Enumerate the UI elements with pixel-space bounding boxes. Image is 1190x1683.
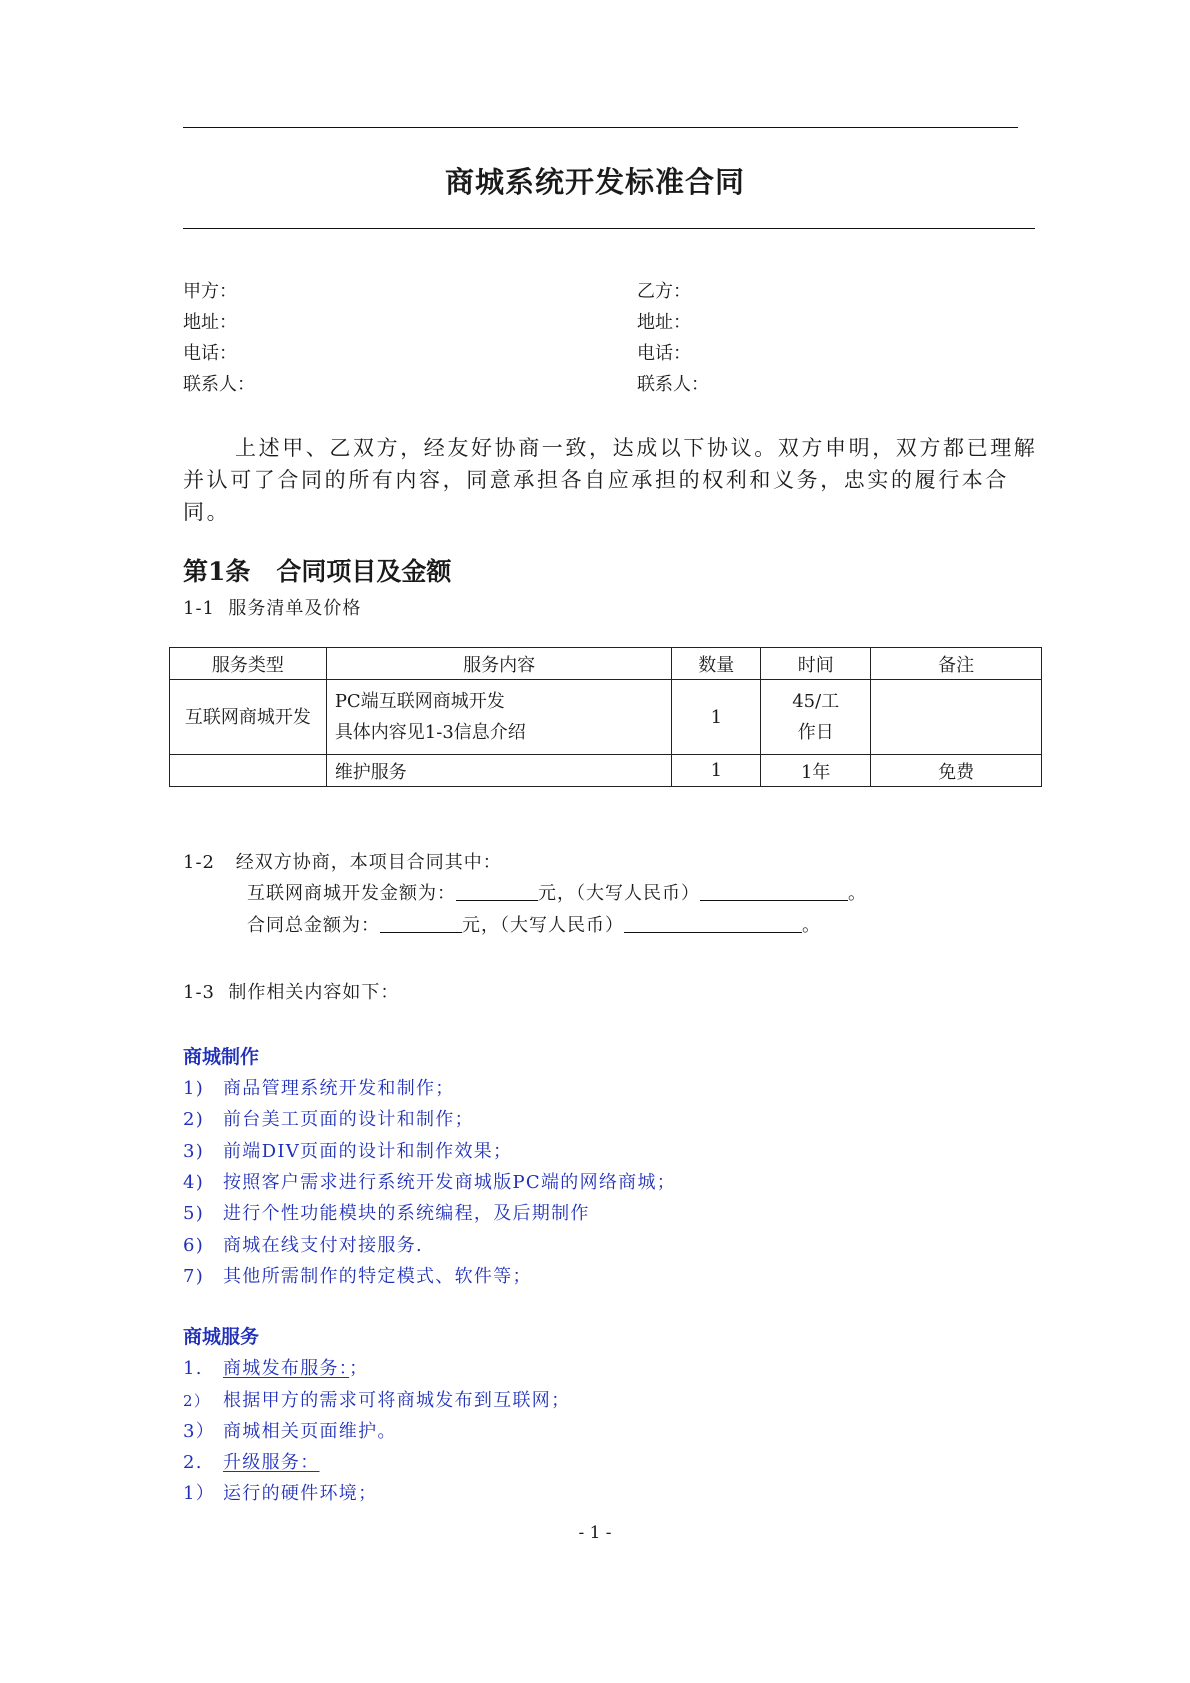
party-a-phone-label: 电话：	[183, 343, 237, 364]
list-item	[183, 1231, 423, 1257]
party-b-phone-label: 电话：	[637, 343, 691, 364]
article-1-heading	[183, 552, 451, 588]
row1-time: 45/工作日	[761, 680, 871, 755]
intro-paragraph	[183, 432, 1043, 528]
party-b-contact-label: 联系人：	[637, 374, 709, 395]
production-item-num: 2)	[183, 1109, 205, 1131]
document-title: 商城系统开发标准合同	[444, 165, 745, 199]
list-item	[183, 1262, 532, 1288]
service-item2-text: 根据甲方的需求可将商城发布到互联网；	[223, 1390, 571, 1411]
mall-dev-amount-blank[interactable]	[456, 882, 538, 901]
row2-quantity: 1	[672, 755, 761, 787]
mall-dev-amount-prefix: 互联网商城开发金额为：	[247, 883, 456, 904]
party-a-address-label: 地址：	[183, 312, 237, 333]
list-item	[183, 1354, 368, 1380]
row1-content-line2: 具体内容见1-3信息介绍	[334, 722, 526, 743]
section-1-1-label: 1-1 服务清单及价格	[183, 598, 362, 619]
row2-note: 免费	[871, 755, 1042, 787]
service-item3-num: 3）	[183, 1421, 216, 1442]
row1-service-type: 互联网商城开发	[170, 680, 327, 755]
header-note: 备注	[871, 648, 1042, 680]
mall-dev-amount-line	[247, 879, 867, 905]
table-row	[170, 755, 1042, 787]
row2-service-type	[170, 755, 327, 787]
service-item4-text: 升级服务：	[223, 1452, 320, 1473]
list-item	[183, 1199, 590, 1225]
list-item	[183, 1479, 377, 1505]
production-item-text: 其他所需制作的特定模式、软件等；	[223, 1265, 532, 1287]
row1-note	[871, 680, 1042, 755]
list-item	[183, 1074, 455, 1100]
list-item	[183, 1448, 320, 1474]
production-item-text: 进行个性功能模块的系统编程，及后期制作	[223, 1203, 590, 1225]
production-item-text: 前端DIV页面的设计和制作效果；	[223, 1140, 513, 1162]
service-price-table	[169, 647, 1042, 787]
production-item-num: 5)	[183, 1203, 205, 1225]
service-item2-num: 2）	[183, 1392, 211, 1410]
service-item5-text: 运行的硬件环境；	[223, 1483, 378, 1504]
party-b-address-label: 地址：	[637, 312, 691, 333]
list-item	[183, 1105, 474, 1131]
header-service-content: 服务内容	[326, 648, 672, 680]
service-item3-text: 商城相关页面维护。	[223, 1421, 397, 1442]
list-item	[183, 1168, 676, 1194]
header-quantity: 数量	[672, 648, 761, 680]
section-1-3-label: 1-3 制作相关内容如下：	[183, 982, 400, 1003]
intro-text: 上述甲、乙双方，经友好协商一致，达成以下协议。双方申明，双方都已理解并认可了合同的所有内容，同意承担各自应承担的权利和义务，忠实的履行本合同。	[183, 436, 1038, 524]
section-1-2-label: 1-2	[183, 852, 215, 873]
mall-dev-amount-mid: 元，（大写人民币）	[538, 883, 700, 904]
row2-service-content: 维护服务	[326, 755, 672, 787]
section-1-2-line	[183, 848, 502, 874]
production-item-text: 商城在线支付对接服务.	[223, 1234, 424, 1256]
list-item	[183, 1137, 512, 1163]
production-item-num: 1)	[183, 1078, 205, 1099]
total-amount-uppercase-blank[interactable]	[624, 914, 802, 933]
article-1-number: 第1条	[183, 557, 251, 586]
service-item1-text: 商城发布服务：	[223, 1358, 350, 1379]
total-amount-mid: 元，（大写人民币）	[462, 915, 624, 936]
service-item1-suffix: ；	[349, 1358, 369, 1379]
top-rule	[183, 127, 1018, 128]
mall-service-heading: 商城服务	[183, 1326, 260, 1348]
row1-content-line1: PC端互联网商城开发	[334, 691, 505, 712]
production-item-text: 前台美工页面的设计和制作；	[223, 1109, 474, 1131]
table-row	[170, 680, 1042, 755]
table-header-row	[170, 648, 1042, 680]
total-amount-end: 。	[802, 915, 821, 936]
row1-service-content	[326, 680, 672, 755]
service-item4-num: 2.	[183, 1452, 203, 1473]
party-b-name-label: 乙方：	[637, 281, 691, 302]
production-item-num: 3)	[183, 1140, 205, 1162]
party-a-contact-label: 联系人：	[183, 374, 255, 395]
mall-dev-amount-end: 。	[848, 883, 867, 904]
production-item-text: 按照客户需求进行系统开发商城版PC端的网络商城；	[223, 1171, 677, 1193]
section-1-2-text: 经双方协商，本项目合同其中：	[235, 852, 502, 873]
production-item-text: 商品管理系统开发和制作；	[223, 1078, 455, 1099]
production-item-num: 6)	[183, 1234, 205, 1256]
header-service-type: 服务类型	[170, 648, 327, 680]
production-item-num: 7)	[183, 1265, 205, 1287]
title-underline	[183, 228, 1035, 229]
list-item	[183, 1386, 570, 1412]
service-item5-num: 1）	[183, 1483, 216, 1504]
mall-production-heading: 商城制作	[183, 1046, 260, 1068]
total-amount-line	[247, 911, 821, 937]
row2-time: 1年	[761, 755, 871, 787]
article-1-title: 合同项目及金额	[276, 557, 452, 586]
total-amount-prefix: 合同总金额为：	[247, 915, 380, 936]
list-item	[183, 1417, 397, 1443]
service-item1-num: 1.	[183, 1358, 203, 1379]
mall-dev-amount-uppercase-blank[interactable]	[700, 882, 848, 901]
party-b-block	[637, 276, 709, 400]
production-item-num: 4)	[183, 1171, 205, 1193]
header-time: 时间	[761, 648, 871, 680]
party-a-name-label: 甲方：	[183, 281, 237, 302]
page-number: - 1 -	[578, 1523, 612, 1543]
row1-quantity: 1	[672, 680, 761, 755]
total-amount-blank[interactable]	[380, 914, 462, 933]
party-a-block	[183, 276, 255, 400]
